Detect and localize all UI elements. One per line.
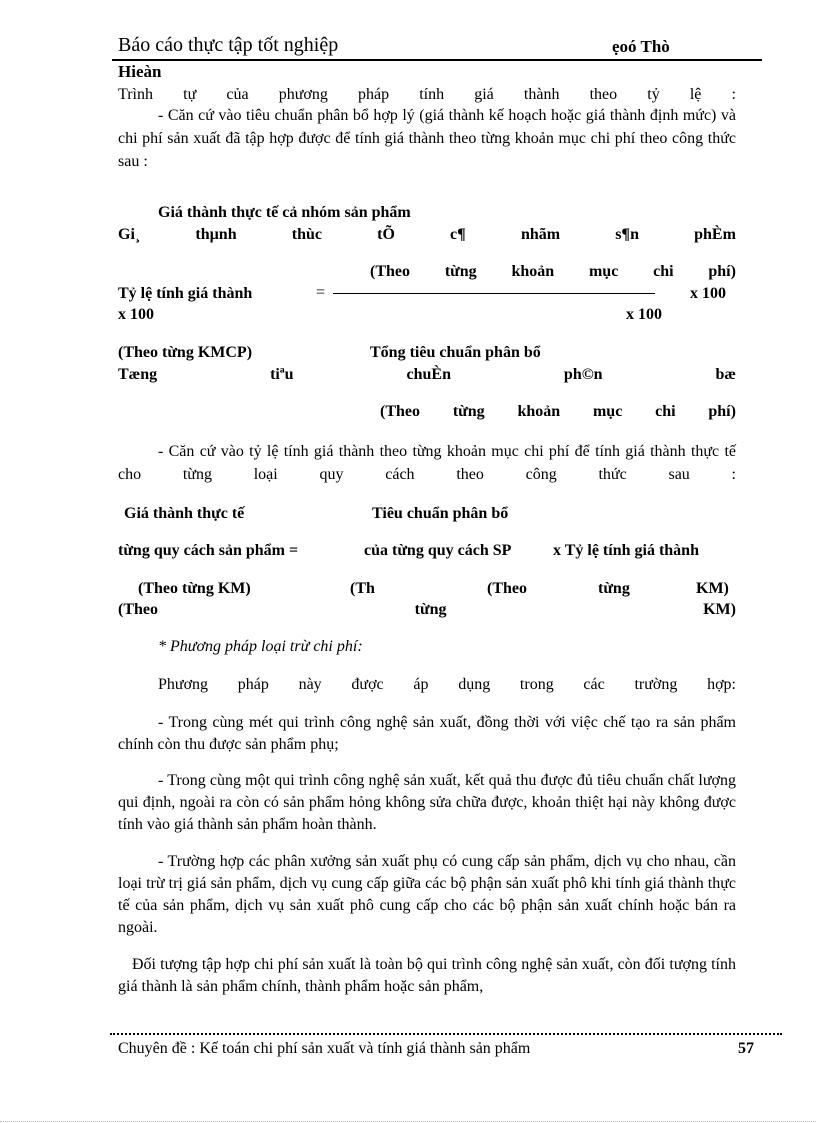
bullet-3: - Trường hợp các phân xưởng sản xuất phụ có cung cấp sản phẩm, dịch vụ cho nhau, cần loại trừ trị giá sản phẩm, dịch vụ cung cấp giữa các bộ phận sản xuất phô khi tính giá thành thực tế của sản phẩm, dịch vụ sản xuất phô cung cấp cho các bộ phận sản xuất chính hoặc bán ra ngoài. [118, 853, 736, 936]
garbled-word: ph©n [563, 366, 603, 383]
denominator-label: Tổng tiêu chuẩn phân bổ [370, 344, 541, 361]
garbled-word: nhãm [520, 226, 561, 243]
closing-paragraph: Đối tượng tập hợp chi phí sản xuất là toàn bộ qui trình công nghệ sản xuất, còn đối tượng tính giá thành là sản phẩm chính, thành phẩm hoặc sản phẩm, [118, 956, 736, 995]
x100-middle: x 100 [626, 306, 662, 323]
garbled-word: thµnh [195, 226, 237, 243]
header-title: Báo cáo thực tập tốt nghiệp [118, 34, 339, 56]
header-rule [112, 59, 762, 61]
garbled-word: phÈm [694, 226, 736, 243]
formula2-row3-b: (Th [350, 580, 375, 597]
theo-word: phí) [708, 263, 736, 280]
row4-word: (Theo [118, 601, 158, 618]
bullet-2: - Trong cùng một qui trình công nghệ sản xuất, kết quả thu được đủ tiêu chuẩn chất lượng qui định, ngoài ra còn có sản phẩm hỏng không sửa chữa được, khoản thiệt hại này không được tính vào giá thành sản phẩm hoàn thành. [118, 772, 736, 833]
garbled-word: thùc [291, 226, 322, 243]
theo-word: từng [452, 403, 485, 420]
garbled-word: chuÈn [406, 366, 451, 383]
equals-sign: = [316, 284, 326, 301]
theo-word: chi [653, 263, 674, 280]
theo-khoan-muc-numerator [370, 263, 736, 281]
theo-word: mục [588, 263, 619, 280]
garbled-word: bæ [715, 366, 736, 383]
fraction-bar [333, 293, 655, 294]
formula2-mid-top: Tiêu chuẩn phân bổ [372, 505, 509, 522]
section-intro: Phương pháp này được áp dụng trong các trường hợp: [158, 676, 736, 693]
theo-word: chi [655, 403, 676, 420]
garbled-denominator [118, 366, 736, 384]
formula2-left-mid: từng quy cách sản phẩm = [118, 542, 299, 559]
page-number: 57 [738, 1040, 754, 1057]
garbled-word: tiªu [270, 366, 294, 383]
footer-text: Chuyên đề : Kế toán chi phí sản xuất và tính giá thành sản phẩm [118, 1040, 531, 1057]
row4-word: KM) [703, 601, 736, 618]
page-bottom-edge [0, 1121, 816, 1122]
row4-word: từng [414, 601, 447, 618]
theo-word: mục [592, 403, 623, 420]
x100-right: x 100 [690, 285, 726, 302]
numerator-label: Giá thành thực tế cả nhóm sản phẩm [158, 204, 411, 221]
footer-divider [110, 1033, 782, 1035]
formula2-row4 [118, 601, 736, 619]
formula2-row3-c: (Theo [487, 580, 527, 597]
theo-word: từng [444, 263, 477, 280]
theo-word: phí) [708, 403, 736, 420]
garbled-word: Gi¸ [118, 226, 141, 243]
formula2-mid-mid: của từng quy cách SP [364, 542, 512, 559]
intro-paragraph: - Căn cứ vào tiêu chuẩn phân bổ hợp lý (giá thành kế hoạch hoặc giá thành định mức) và chi phí sản xuất đã tập hợp được để tính giá thành theo từng khoản mục chi phí theo công thức sau : [118, 107, 736, 170]
formula2-row3-e: KM) [696, 580, 729, 597]
kmcp-label: (Theo từng KMCP) [118, 344, 253, 361]
header-author: ẹoó Thò [612, 37, 670, 56]
header-author-continued: Hieàn [118, 62, 162, 81]
formula-lhs: Tỷ lệ tính giá thành [118, 285, 253, 302]
formula2-row3-d: từng [598, 580, 630, 597]
x100-left: x 100 [118, 306, 154, 323]
theo-word: (Theo [370, 263, 410, 280]
garbled-numerator [118, 226, 736, 244]
theo-word: khoản [517, 403, 561, 420]
garbled-word: tÕ [377, 226, 395, 243]
formula2-row3-a: (Theo từng KM) [138, 580, 251, 597]
bullet-1: - Trong cùng mét qui trình công nghệ sản xuất, đồng thời với việc chế tạo ra sản phẩm chính còn thu được sản phẩm phụ; [118, 714, 736, 753]
theo-word: (Theo [380, 403, 420, 420]
garbled-word: c¶ [450, 226, 466, 243]
theo-khoan-muc-denominator [380, 403, 736, 421]
formula2-left-top: Giá thành thực tế [124, 505, 245, 522]
section-heading: * Phương pháp loại trừ chi phí: [158, 638, 363, 655]
formula2-right-mid: x Tỷ lệ tính giá thành [553, 542, 699, 559]
intro-line: Trình tự của phương pháp tính giá thành theo tỷ lệ : [118, 86, 736, 103]
garbled-word: Tæng [118, 366, 158, 383]
garbled-word: s¶n [615, 226, 639, 243]
paragraph-2: - Căn cứ vào tỷ lệ tính giá thành theo từng khoản mục chi phí để tính giá thành thực tế cho từng loại quy cách theo công thức sau : [118, 443, 736, 483]
theo-word: khoản [511, 263, 555, 280]
